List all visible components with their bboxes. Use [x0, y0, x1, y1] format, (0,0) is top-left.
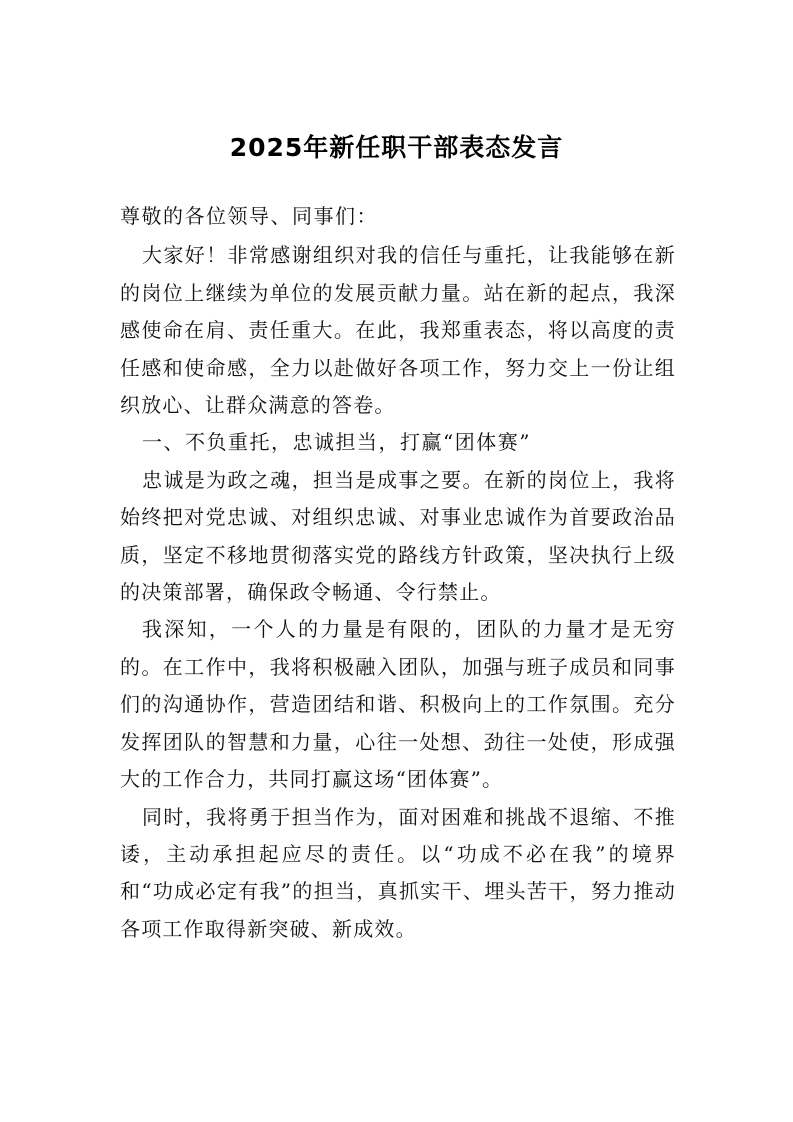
paragraph-teamwork: 我深知，一个人的力量是有限的，团队的力量才是无穷的。在工作中，我将积极融入团队，加强与班子成员和同事们的沟通协作，营造团结和谐、积极向上的工作氛围。充分发挥团队的智慧和力量，心往一处想、劲往一处使，形成强大的工作合力，共同打赢这场“团体赛”。 [120, 617, 676, 792]
section-heading-1: 一、不负重托，忠诚担当，打赢“团体赛” [142, 430, 531, 455]
document-body [120, 198, 676, 948]
paragraph-loyalty: 忠诚是为政之魂，担当是成事之要。在新的岗位上，我将始终把对党忠诚、对组织忠诚、对事业忠诚作为首要政治品质，坚定不移地贯彻落实党的路线方针政策，坚决执行上级的决策部署，确保政令畅通、令行禁止。 [120, 467, 676, 605]
paragraph-opening: 大家好！非常感谢组织对我的信任与重托，让我能够在新的岗位上继续为单位的发展贡献力量。站在新的起点，我深感使命在肩、责任重大。在此，我郑重表态，将以高度的责任感和使命感，全力以赴做好各项工作，努力交上一份让组织放心、让群众满意的答卷。 [120, 243, 676, 418]
salutation: 尊敬的各位领导、同事们： [120, 204, 378, 228]
paragraph-responsibility: 同时，我将勇于担当作为，面对困难和挑战不退缩、不推诿，主动承担起应尽的责任。以“功成不必在我”的境界和“功成必定有我”的担当，真抓实干、埋头苦干，努力推动各项工作取得新突破、新成效。 [120, 804, 676, 941]
document-title: 2025年新任职干部表态发言 [229, 133, 564, 162]
